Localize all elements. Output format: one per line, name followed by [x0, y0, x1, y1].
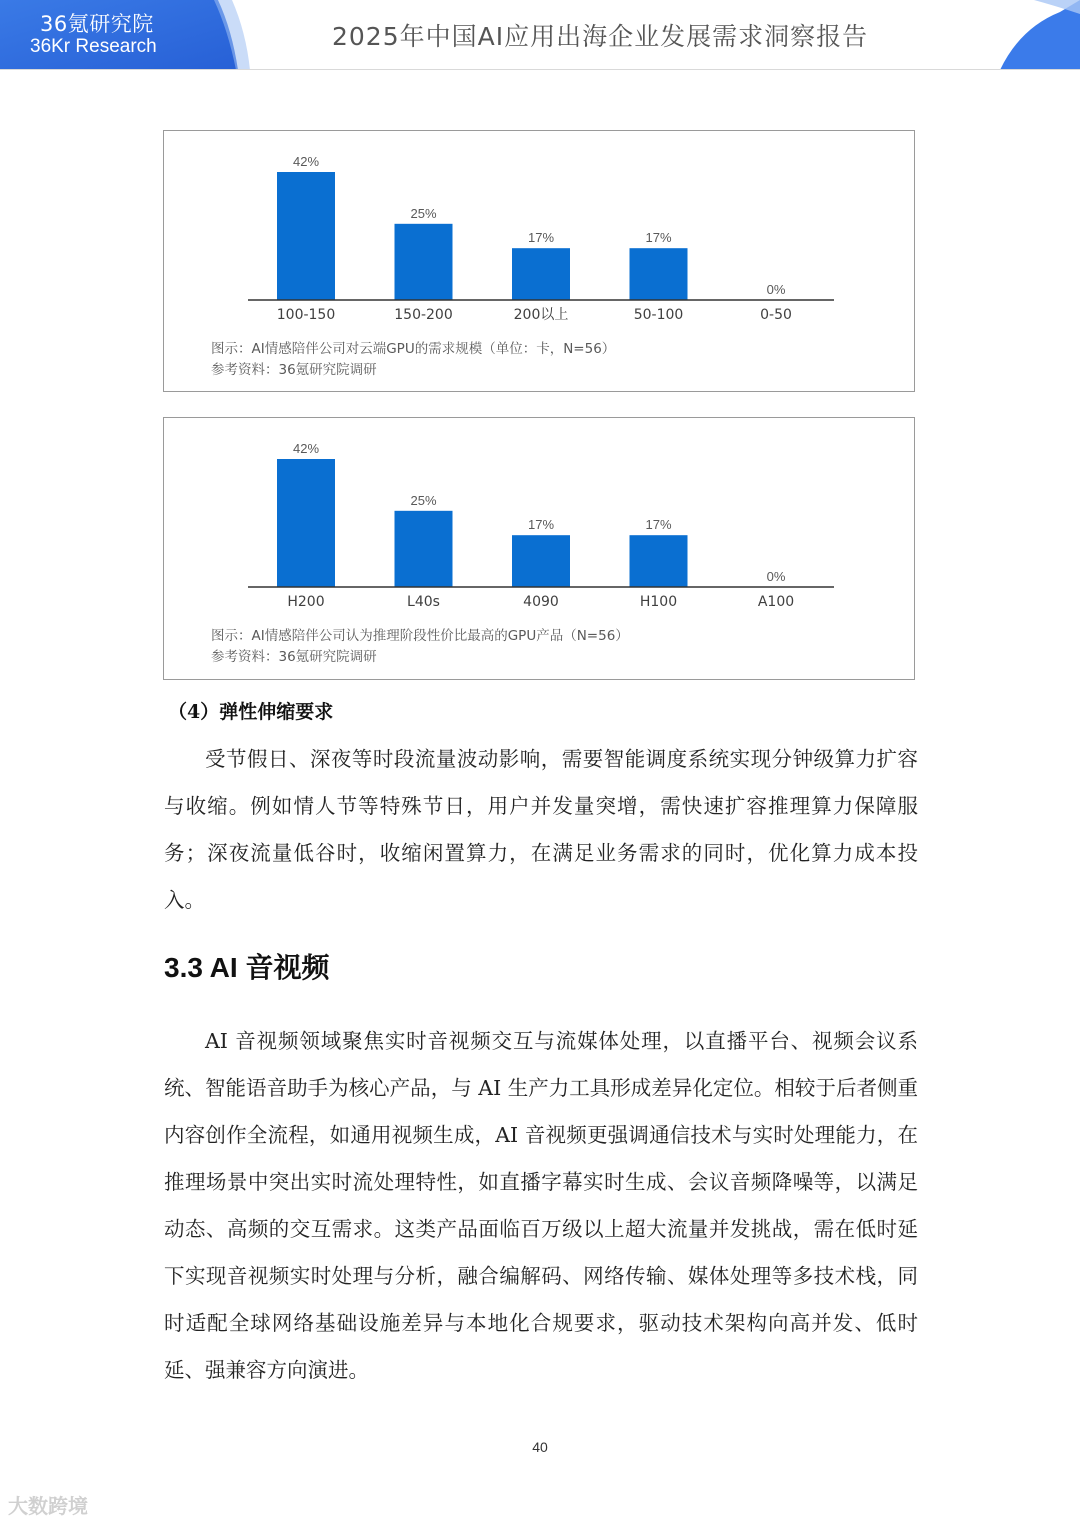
- paragraph-elastic-scaling: 受节假日、深夜等时段流量波动影响，需要智能调度系统实现分钟级算力扩容与收缩。例如情人节等特殊节日，用户并发量突增，需快速扩容推理算力保障服务；深夜流量低谷时，收缩闲置算力，在满足业务需求的同时，优化算力成本投入。: [164, 747, 918, 912]
- x-tick-label: A100: [757, 594, 795, 610]
- bar-L40s: [395, 511, 453, 587]
- data-label: 42%: [292, 441, 320, 456]
- data-label: 42%: [292, 154, 320, 169]
- document-title: 2025年中国AI应用出海企业发展需求洞察报告: [332, 22, 869, 51]
- x-tick-label: 0-50: [760, 307, 792, 323]
- data-label: 17%: [645, 517, 672, 533]
- x-tick-label: 100-150: [276, 307, 336, 323]
- bar-4090: [512, 535, 570, 587]
- paragraph-ai-audio-video: AI 音视频领域聚焦实时音视频交互与流媒体处理，以直播平台、视频会议系统、智能语音助手为核心产品，与 AI 生产力工具形成差异化定位。相较于后者侧重内容创作全流程，如通用视频生成，AI 音视频更强调通信技术与实时处理能力，在推理场景中突出实时流处理特性，如直播字幕实时生成、会议音频降噪等，以满足动态、高频的交互需求。这类产品面临百万级以上超大流量并发挑战，需在低时延下实现音视频实时处理与分析，融合编解码、网络传输、媒体处理等多技术栈，同时适配全球网络基础设施差异与本地化合规要求，驱动技术架构向高并发、低时延、强兼容方向演进。: [164, 1029, 918, 1382]
- chart-source: 参考资料：36氪研究院调研: [211, 649, 377, 665]
- data-label: 0%: [766, 569, 786, 584]
- data-label: 17%: [527, 230, 555, 246]
- data-label: 25%: [410, 492, 437, 508]
- chart-box-gpu-scale: [163, 130, 915, 392]
- subsection-heading: （4）弹性伸缩要求: [168, 701, 334, 723]
- data-label: 25%: [410, 205, 437, 221]
- bar-100-150: [277, 172, 335, 300]
- x-tick-label: 150-200: [394, 307, 453, 323]
- watermark-text: 大数跨境: [8, 1494, 88, 1518]
- page-number: 40: [532, 1439, 548, 1455]
- logo-text-en: 36Kr Research: [30, 36, 157, 57]
- chart-source: 参考资料：36氪研究院调研: [211, 362, 377, 378]
- x-tick-label: L40s: [407, 594, 440, 610]
- section-heading: 3.3 AI 音视频: [164, 952, 330, 983]
- data-label: 0%: [766, 282, 786, 297]
- bar-150-200: [395, 224, 453, 300]
- chart-caption: 图示：AI情感陪伴公司对云端GPU的需求规模（单位：卡，N=56）: [211, 341, 616, 357]
- x-tick-label: 200以上: [513, 307, 569, 323]
- header-divider: [0, 69, 1080, 70]
- bar-200以上: [512, 248, 570, 300]
- corner-decoration-shape: [1000, 0, 1080, 70]
- x-tick-label: H100: [639, 594, 678, 610]
- logo-text-cn: 36氪研究院: [40, 12, 154, 36]
- data-label: 17%: [645, 230, 672, 246]
- page-header: [0, 0, 1080, 70]
- x-tick-label: 50-100: [633, 307, 684, 323]
- chart-caption: 图示：AI情感陪伴公司认为推理阶段性价比最高的GPU产品（N=56）: [211, 628, 629, 644]
- chart-box-gpu-product: [163, 417, 915, 680]
- data-label: 17%: [527, 517, 555, 533]
- bar-50-100: [630, 248, 688, 300]
- x-tick-label: 4090: [523, 594, 559, 610]
- x-tick-label: H200: [287, 594, 325, 610]
- bar-H200: [277, 459, 335, 587]
- bar-H100: [630, 535, 688, 587]
